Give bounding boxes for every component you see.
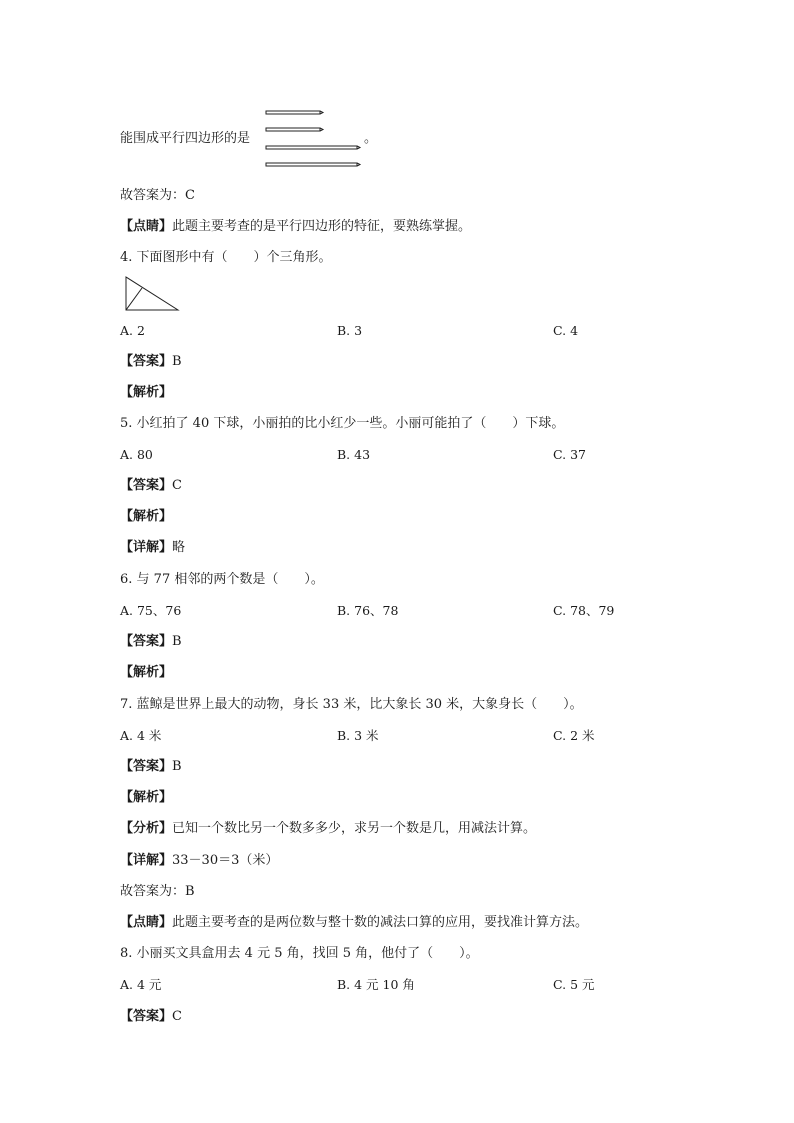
q4-option-b: B. 3 [337, 323, 363, 338]
q5-stem: 5. 小红拍了 40 下球，小丽拍的比小红少一些。小丽可能拍了（ ）下球。 [120, 416, 565, 431]
q3-answer: 故答案为：C [120, 188, 195, 203]
stick-4 [266, 163, 357, 166]
detail-tag: 【详解】 [120, 540, 173, 555]
q4-answer [120, 354, 182, 370]
q5-answer [120, 478, 182, 494]
sticks-figure [265, 110, 365, 170]
q7-note [120, 915, 588, 931]
q3-suffix-wrap [364, 131, 377, 147]
q6-option-b: B. 76、78 [337, 603, 399, 618]
detail-text: 略 [172, 540, 186, 555]
q5-option-a: A. 80 [120, 447, 153, 462]
answer-value: B [172, 354, 182, 369]
q5-detail [120, 540, 185, 556]
q4-option-a: A. 2 [120, 323, 145, 338]
note-text: 此题主要考查的是两位数与整十数的减法口算的应用，要找准计算方法。 [172, 915, 589, 930]
answer-tag: 【答案】 [120, 354, 173, 369]
q7-analysis-tag: 【解析】 [120, 790, 173, 805]
q8-option-a: A. 4 元 [120, 977, 162, 992]
q7-option-c: C. 2 米 [553, 728, 595, 743]
answer-value: C [172, 1009, 182, 1024]
stick-3 [266, 146, 357, 149]
q6-analysis-tag: 【解析】 [120, 665, 173, 680]
q5-option-c: C. 37 [553, 447, 586, 462]
q7-option-a: A. 4 米 [120, 728, 162, 743]
q6-answer [120, 634, 182, 650]
note-text: 此题主要考查的是平行四边形的特征，要熟练掌握。 [172, 219, 472, 234]
stick-2 [266, 128, 320, 131]
fenxi-tag: 【分析】 [120, 821, 173, 836]
stick-1 [266, 111, 320, 114]
q6-option-a: A. 75、76 [120, 603, 182, 618]
q3-prefix: 能围成平行四边形的是 [120, 131, 251, 146]
triangle-outline [126, 277, 178, 310]
answer-value: B [172, 634, 182, 649]
q3-note [120, 219, 471, 235]
q3-suffix: 。 [364, 131, 378, 146]
q5-analysis-tag: 【解析】 [120, 509, 173, 524]
answer-tag: 【答案】 [120, 478, 173, 493]
detail-tag: 【详解】 [120, 853, 173, 868]
q7-fenxi [120, 821, 536, 837]
q4-stem: 4. 下面图形中有（ ）个三角形。 [120, 250, 332, 265]
q6-stem: 6. 与 77 相邻的两个数是（ ）。 [120, 572, 324, 587]
fenxi-text: 已知一个数比另一个数多多少，求另一个数是几，用减法计算。 [172, 821, 537, 836]
q7-option-b: B. 3 米 [337, 728, 379, 743]
q8-stem: 8. 小丽买文具盒用去 4 元 5 角，找回 5 角，他付了（ ）。 [120, 946, 479, 961]
q8-option-c: C. 5 元 [553, 977, 595, 992]
triangle-divider [126, 288, 142, 310]
q5-option-b: B. 43 [337, 447, 371, 462]
triangle-figure [124, 275, 180, 313]
detail-text: 33－30＝3（米） [172, 853, 279, 868]
q6-option-c: C. 78、79 [553, 603, 615, 618]
q7-stem: 7. 蓝鲸是世界上最大的动物，身长 33 米，比大象长 30 米，大象身长（ ）。 [120, 697, 583, 712]
answer-tag: 【答案】 [120, 634, 173, 649]
answer-tag: 【答案】 [120, 1009, 173, 1024]
answer-value: B [172, 759, 182, 774]
q7-detail [120, 853, 278, 869]
q4-analysis-tag: 【解析】 [120, 385, 173, 400]
q4-option-c: C. 4 [553, 323, 579, 338]
q8-answer [120, 1009, 182, 1025]
q7-answer [120, 759, 182, 775]
answer-value: C [172, 478, 182, 493]
note-tag: 【点睛】 [120, 915, 173, 930]
answer-tag: 【答案】 [120, 759, 173, 774]
q3-conclusion-line [120, 131, 250, 147]
note-tag: 【点睛】 [120, 219, 173, 234]
q8-option-b: B. 4 元 10 角 [337, 977, 415, 992]
q7-conclusion: 故答案为：B [120, 884, 195, 899]
